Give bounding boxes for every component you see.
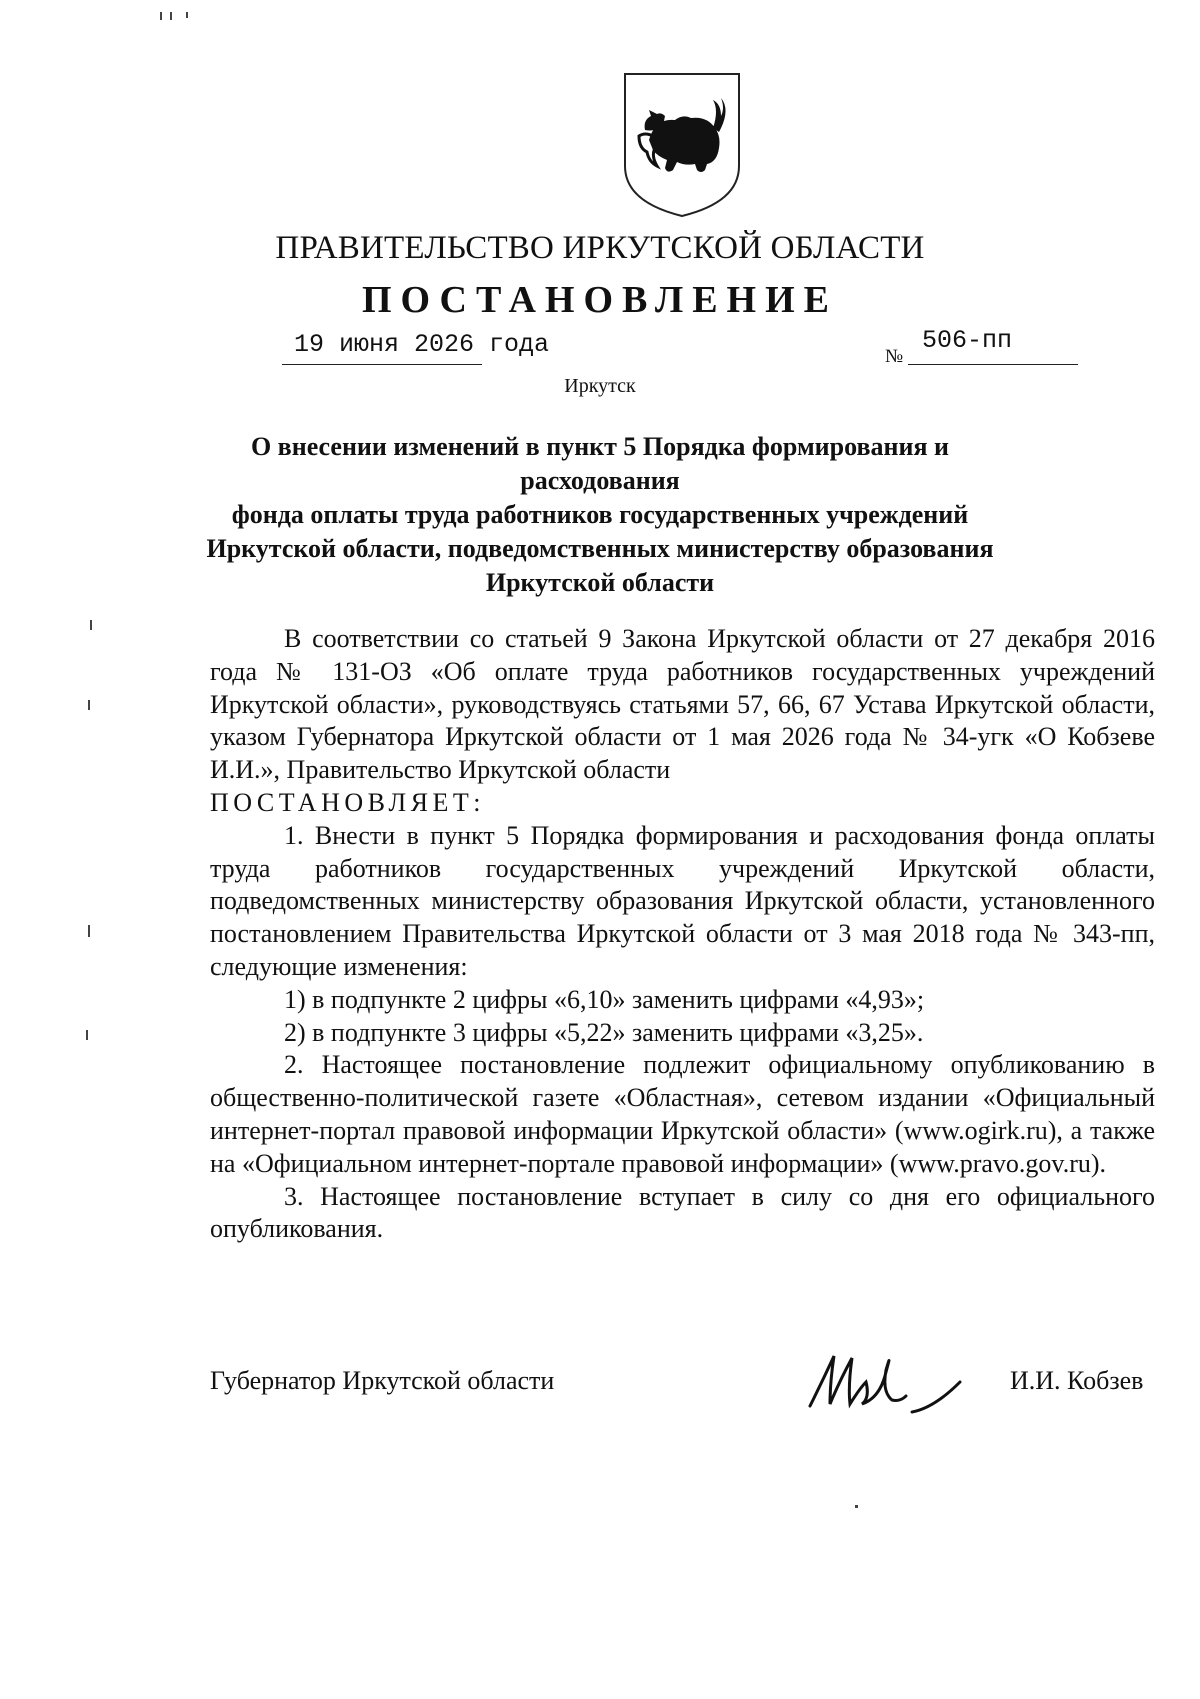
item-3-paragraph: 3. Настоящее постановление вступает в силу со дня его официального опубликования. [210, 1181, 1155, 1244]
government-name: ПРАВИТЕЛЬСТВО ИРКУТСКОЙ ОБЛАСТИ [275, 230, 925, 266]
scan-speck [855, 1505, 858, 1508]
item-1-paragraph: 1. Внести в пункт 5 Порядка формирования и расходования фонда оплаты труда работников государственных учреждений Иркутской области, подведомственных министерству образования Иркутской области, установленного постановлением Правительства Иркутской области от 3 мая 2018 года № 343-пп, следующие изменения: [210, 820, 1155, 981]
title-line: фонда оплаты труда работников государственных учреждений [231, 500, 969, 529]
scan-speck [86, 1030, 88, 1040]
title-line: Иркутской области [485, 568, 715, 597]
title-line: О внесении изменений в пункт 5 Порядка формирования и расходования [250, 432, 950, 495]
signatory-name: И.И. Кобзев [1010, 1366, 1144, 1395]
preamble-paragraph: В соответствии со статьей 9 Закона Иркутской области от 27 декабря 2016 года № 131-ОЗ «Об оплате труда работников государственных учреждений Иркутской области», руководствуясь статьями 57, 66, 67 Устава Иркутской области, указом Губернатора Иркутской области от 1 мая 2026 года № 34-угк «О Кобзеве И.И.», Правительство Иркутской области [210, 624, 1155, 785]
resolves-heading: ПОСТАНОВЛЯЕТ: [210, 787, 485, 817]
document-title [180, 430, 1020, 600]
item-2-paragraph: 2. Настоящее постановление подлежит официальному опубликованию в общественно-политической газете «Областная», сетевом издании «Официальный интернет-портал правовой информации Иркутской области» (www.ogirk.ru), а также на «Официальном интернет-портале правовой информации» (www.pravo.gov.ru). [210, 1050, 1155, 1178]
scan-speck [186, 12, 188, 18]
document-number: 506-пп [922, 326, 1013, 355]
scan-speck [170, 12, 172, 20]
item-1-subitem-1: 1) в подпункте 2 цифры «6,10» заменить цифрами «4,93»; [284, 984, 925, 1014]
document-type: ПОСТАНОВЛЕНИЕ [361, 279, 839, 321]
title-line: Иркутской области, подведомственных министерству образования [206, 534, 994, 563]
document-date: 19 июня 2026 года [294, 330, 550, 359]
scan-speck [88, 925, 90, 937]
handwritten-signature-icon [800, 1342, 970, 1422]
number-sign: № [885, 346, 904, 367]
city: Иркутск [564, 375, 636, 397]
document-body [210, 623, 1155, 1246]
scan-speck [88, 700, 90, 710]
scan-speck [160, 12, 162, 20]
scan-speck [90, 620, 92, 630]
coat-of-arms-icon [621, 70, 743, 220]
signatory-role: Губернатор Иркутской области [210, 1366, 555, 1395]
item-1-subitem-2: 2) в подпункте 3 цифры «5,22» заменить цифрами «3,25». [284, 1017, 924, 1047]
